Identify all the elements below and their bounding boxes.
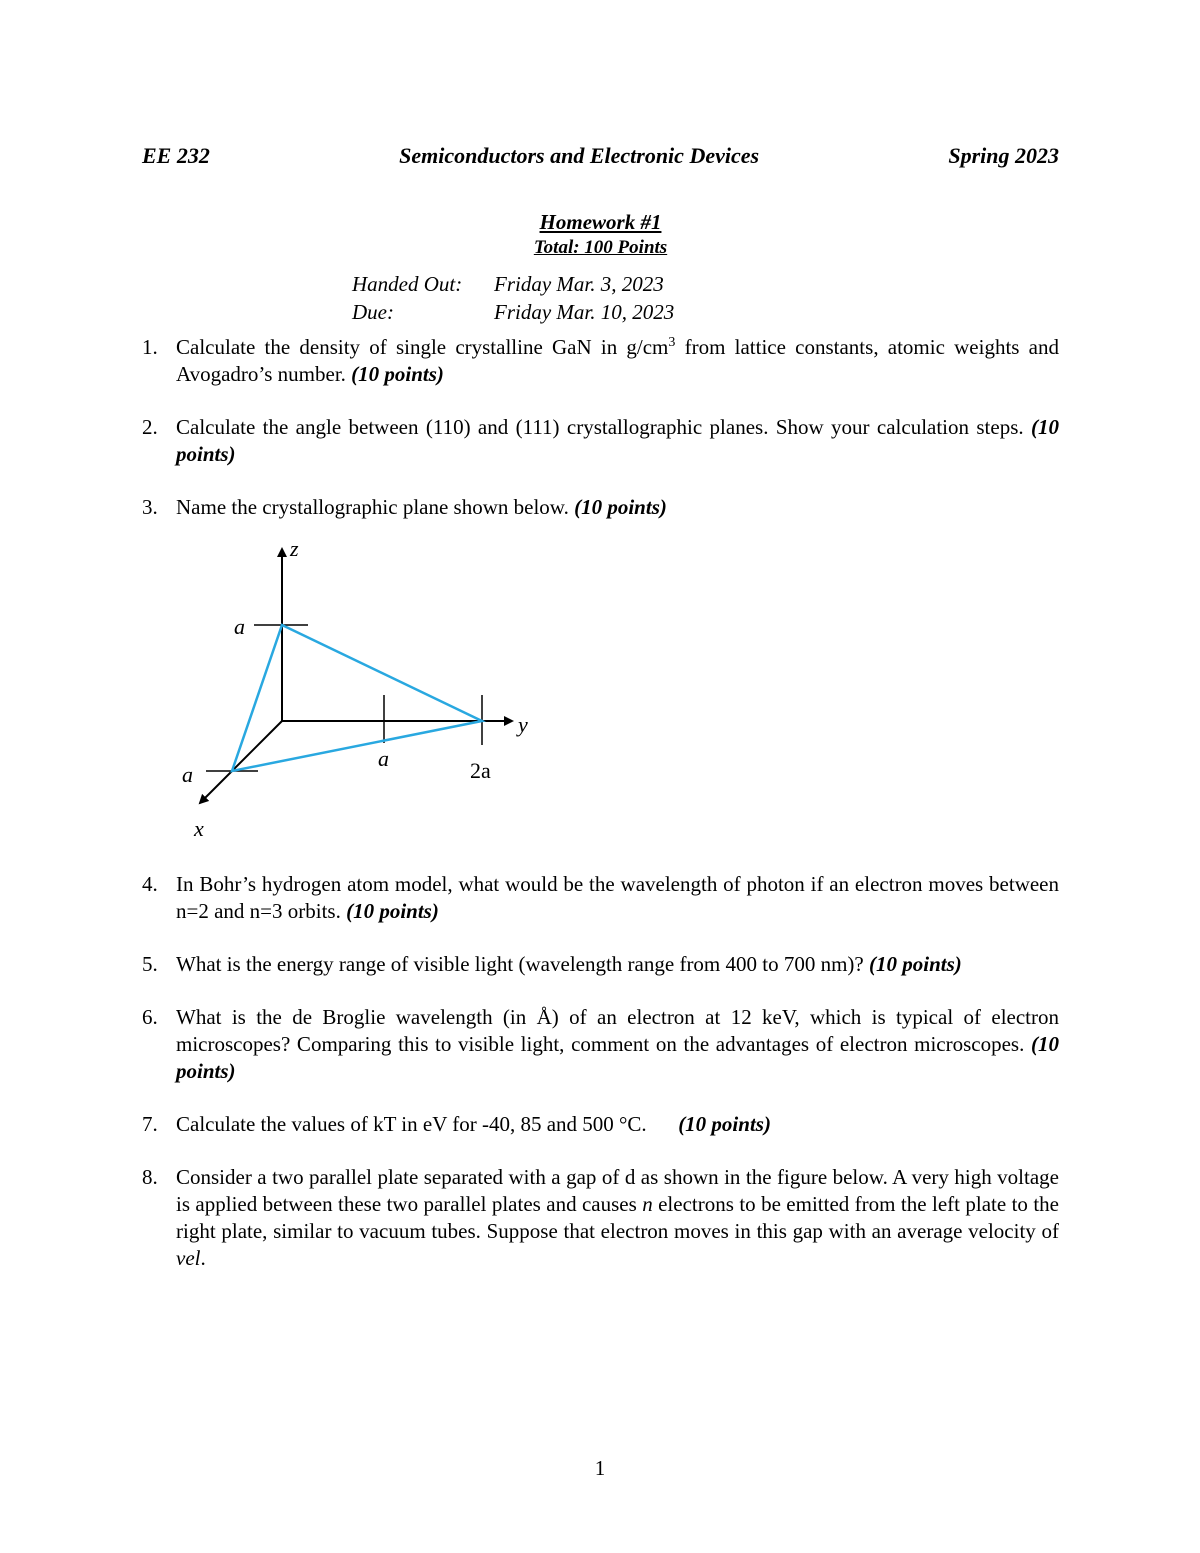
crystal-plane-figure <box>182 531 602 851</box>
term: Spring 2023 <box>948 143 1059 168</box>
question-text: Name the crystallographic plane shown below. (10 points) <box>176 495 667 519</box>
dates-block <box>352 270 1059 326</box>
question-text: Calculate the values of kT in eV for -40, 85 and 500 °C. (10 points) <box>176 1112 771 1136</box>
label-2a-y: 2a <box>470 758 491 783</box>
question-number: 4. <box>142 872 158 896</box>
points: (10 points) <box>176 1032 1059 1083</box>
document-page <box>142 142 1059 1272</box>
question-2 <box>142 414 1059 468</box>
label-a-z: a <box>234 614 245 639</box>
question-number: 6. <box>142 1005 158 1029</box>
x-axis <box>200 721 282 803</box>
handed-out-value: Friday Mar. 3, 2023 <box>494 272 664 296</box>
question-text: In Bohr’s hydrogen atom model, what would be the wavelength of photon if an electron moves between n=2 and n=3 orbits. (10 points) <box>176 872 1059 923</box>
course-title: Semiconductors and Electronic Devices <box>399 143 760 168</box>
question-3 <box>142 494 1059 521</box>
label-x: x <box>194 816 204 841</box>
question-text: What is the de Broglie wavelength (in Å) of an electron at 12 keV, which is typical of electron microscopes? Comparing this to visible light, comment on the advantages of electron microscopes. (10 points) <box>176 1005 1059 1083</box>
question-number: 7. <box>142 1112 158 1136</box>
question-8 <box>142 1164 1059 1272</box>
points: (10 points) <box>869 952 962 976</box>
due-label: Due: <box>352 300 394 324</box>
label-a-x: a <box>182 762 193 787</box>
question-number: 1. <box>142 335 158 359</box>
question-text: Calculate the density of single crystalline GaN in $g/cm^3$ from lattice constants, atomic weights and Avogadro’s number. (10 points) <box>176 335 1059 386</box>
points: (10 points) <box>176 415 1059 466</box>
question-text: Calculate the angle between (110) and (111) crystallographic planes. Show your calculation steps. (10 points) <box>176 415 1059 466</box>
label-y: y <box>518 712 528 737</box>
points: (10 points) <box>346 899 439 923</box>
question-number: 5. <box>142 952 158 976</box>
handed-out-label: Handed Out: <box>352 272 463 296</box>
points: (10 points) <box>351 362 444 386</box>
axes-diagram <box>182 531 602 851</box>
header <box>142 142 1059 169</box>
homework-title: Homework #1 <box>539 210 662 234</box>
question-6 <box>142 1004 1059 1085</box>
due-value: Friday Mar. 10, 2023 <box>494 300 675 324</box>
label-a-y: a <box>378 746 389 771</box>
question-1 <box>142 334 1059 388</box>
crystal-plane <box>232 625 482 771</box>
points: (10 points) <box>574 495 667 519</box>
page-number: 1 <box>594 1456 606 1480</box>
question-number: 2. <box>142 415 158 439</box>
question-7 <box>142 1111 1059 1138</box>
course-code: EE 232 <box>142 143 210 168</box>
question-4 <box>142 871 1059 925</box>
question-number: 8. <box>142 1165 158 1189</box>
question-text: What is the energy range of visible light (wavelength range from 400 to 700 nm)? (10 points) <box>176 952 962 976</box>
question-5 <box>142 951 1059 978</box>
homework-total: Total: 100 Points <box>533 237 668 258</box>
question-text: Consider a two parallel plate separated with a gap of d as shown in the figure below. A very high voltage is applied between these two parallel plates and causes n electrons to be emitted from the left plate to the right plate, similar to vacuum tubes. Suppose that electron moves in this gap with an average velocity of vel. <box>176 1165 1059 1270</box>
points: (10 points) <box>678 1112 771 1136</box>
question-number: 3. <box>142 495 158 519</box>
label-z: z <box>290 536 299 561</box>
